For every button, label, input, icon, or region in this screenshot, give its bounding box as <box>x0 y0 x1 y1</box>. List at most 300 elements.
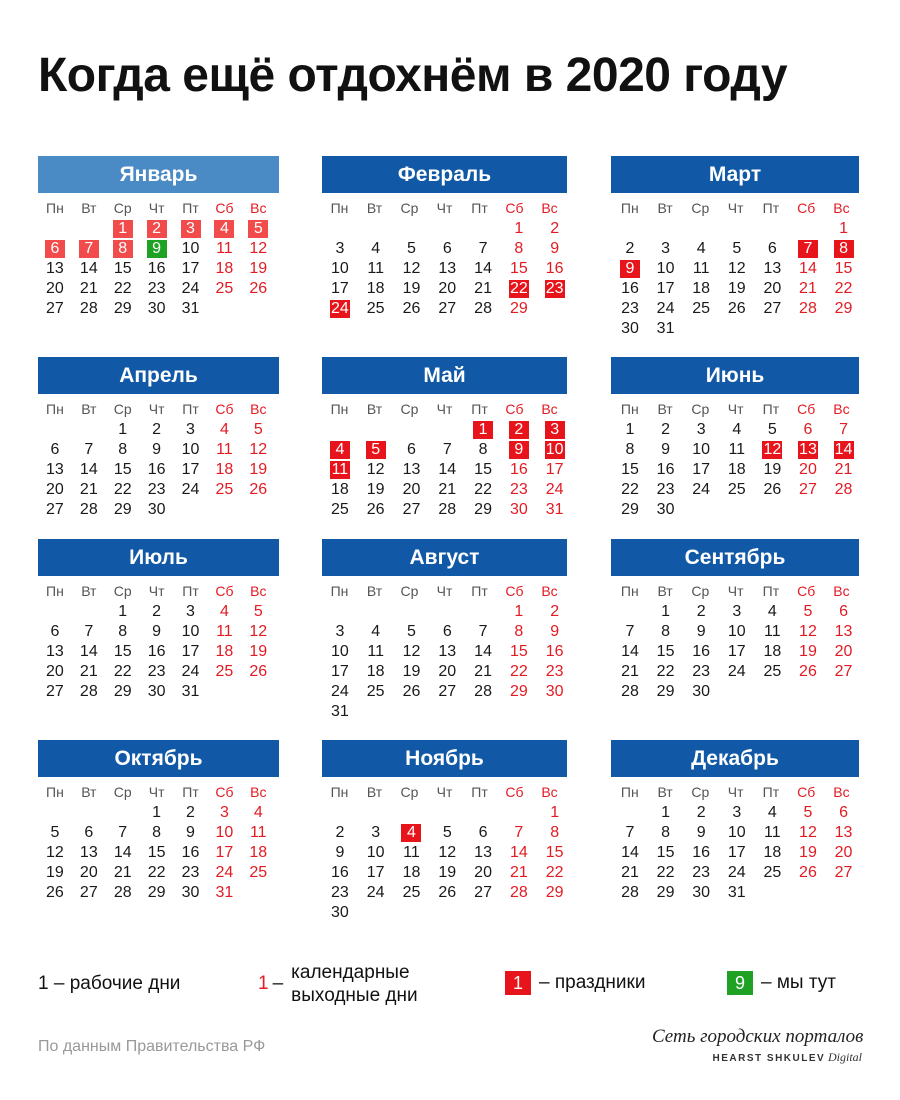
calendar-day: 8 <box>152 824 162 841</box>
legend-holidays-text: – праздники <box>539 972 646 993</box>
month-6 <box>611 357 859 520</box>
weekday-label: Вт <box>657 784 673 800</box>
calendar-day: 11 <box>249 824 267 841</box>
calendar-day: 13 <box>834 623 853 640</box>
calendar-day: 29 <box>545 884 564 901</box>
weekday-label: Вс <box>250 401 267 417</box>
calendar-day: 22 <box>621 481 639 498</box>
calendar-day: 24 <box>656 300 675 317</box>
calendar-day: 19 <box>763 461 782 478</box>
weekday-label: Пт <box>182 583 199 599</box>
calendar-day: 28 <box>79 300 98 317</box>
calendar-day: 26 <box>763 481 782 498</box>
calendar-day: 8 <box>514 623 524 640</box>
calendar-day: 18 <box>692 280 711 297</box>
weekday-label: Пт <box>762 784 780 800</box>
legend-workdays-text: – рабочие дни <box>53 973 181 994</box>
calendar-day: 30 <box>147 300 166 317</box>
calendar-day: 22 <box>147 864 166 881</box>
calendar-day: 25 <box>402 884 421 901</box>
calendar-day: 24 <box>215 864 234 881</box>
calendar-day: 23 <box>545 663 564 680</box>
calendar-day: 11 <box>764 824 781 841</box>
calendar-day: 23 <box>509 481 528 498</box>
calendar-day: 10 <box>656 260 675 277</box>
calendar-day: 27 <box>438 683 457 700</box>
weekday-label: Чт <box>727 583 744 599</box>
calendar-day: 29 <box>509 300 528 317</box>
calendar-day: 6 <box>84 824 94 841</box>
weekday-label: Вт <box>657 583 673 599</box>
calendar-day: 21 <box>799 280 817 297</box>
calendar-day: 15 <box>113 260 132 277</box>
legend-workdays-num: 1 <box>38 973 49 994</box>
weekday-label: Пт <box>182 784 199 800</box>
calendar-day: 5 <box>253 421 263 438</box>
calendar-day: 23 <box>181 864 200 881</box>
month-title: Август <box>322 539 567 576</box>
calendar-day: 8 <box>118 441 128 458</box>
calendar-day: 25 <box>249 864 268 881</box>
calendar-day: 20 <box>79 864 98 881</box>
holiday-day: 3 <box>174 219 208 239</box>
weekday-label: Пн <box>330 200 349 216</box>
calendar-day: 31 <box>656 320 675 337</box>
weekday-label: Чт <box>436 401 453 417</box>
weekday-label: Чт <box>436 583 453 599</box>
calendar-day: 12 <box>402 260 421 277</box>
calendar-day: 18 <box>366 663 385 680</box>
calendar-day: 27 <box>834 663 853 680</box>
weekday-label: Чт <box>148 784 165 800</box>
calendar-day: 21 <box>621 864 639 881</box>
holiday-day: 1 <box>465 420 501 440</box>
calendar-day: 20 <box>438 663 457 680</box>
calendar-day: 28 <box>438 501 457 518</box>
calendar-day: 2 <box>696 603 706 620</box>
calendar-day: 12 <box>366 461 385 478</box>
weekday-label: Вт <box>366 583 383 599</box>
holiday-day: 4 <box>394 823 430 843</box>
calendar-day: 19 <box>727 280 746 297</box>
calendar-day: 17 <box>181 461 200 478</box>
weekday-label: Пт <box>471 401 488 417</box>
weekday-label: Сб <box>505 401 524 417</box>
weekday-label: Сб <box>505 784 524 800</box>
calendar-day: 6 <box>442 623 452 640</box>
calendar-day: 16 <box>656 461 675 478</box>
month-11 <box>322 740 567 923</box>
weekday-label: Ср <box>400 784 419 800</box>
calendar-day: 24 <box>366 884 385 901</box>
calendar-day: 4 <box>696 240 706 257</box>
weekday-label: Вт <box>366 401 383 417</box>
calendar-day: 14 <box>79 643 98 660</box>
calendar-day: 10 <box>727 824 746 841</box>
weekday-label: Сб <box>797 401 816 417</box>
weekday-label: Сб <box>797 200 816 216</box>
calendar-day: 5 <box>253 603 263 620</box>
legend-weekends <box>258 961 418 1007</box>
weekday-label: Пн <box>330 401 349 417</box>
calendar-day: 31 <box>330 703 349 720</box>
calendar-day: 30 <box>147 501 166 518</box>
calendar-day: 14 <box>474 260 492 277</box>
calendar-day: 4 <box>732 421 742 438</box>
calendar-day: 9 <box>550 240 560 257</box>
calendar-day: 17 <box>181 643 200 660</box>
holiday-day: 7 <box>72 239 106 259</box>
calendar-day: 11 <box>403 844 420 861</box>
calendar-day: 17 <box>692 461 711 478</box>
calendar-day: 29 <box>656 884 675 901</box>
calendar-day: 14 <box>621 844 639 861</box>
calendar-day: 26 <box>249 663 268 680</box>
calendar-day: 10 <box>330 260 349 277</box>
calendar-day: 30 <box>692 884 711 901</box>
holiday-day: 5 <box>241 219 275 239</box>
calendar-day: 24 <box>692 481 711 498</box>
calendar-day: 16 <box>545 260 564 277</box>
month-title: Ноябрь <box>322 740 567 777</box>
calendar-day: 13 <box>438 643 457 660</box>
month-12 <box>611 740 859 903</box>
month-title: Октябрь <box>38 740 279 777</box>
calendar-day: 11 <box>216 441 233 458</box>
calendar-day: 17 <box>181 260 200 277</box>
calendar-day: 28 <box>621 683 639 700</box>
holiday-day: 10 <box>545 441 564 458</box>
calendar-day: 19 <box>402 663 421 680</box>
calendar-day: 26 <box>249 481 268 498</box>
weekday-label: Пт <box>762 200 780 216</box>
legend-weekends-text-1: календарные <box>291 962 410 983</box>
weekday-label: Чт <box>727 784 744 800</box>
calendar-day: 20 <box>799 461 817 478</box>
month-title: Май <box>322 357 567 394</box>
calendar-day: 10 <box>330 643 349 660</box>
weekday-label: Вс <box>541 401 558 417</box>
calendar-day: 22 <box>113 280 132 297</box>
month-9 <box>611 539 859 702</box>
calendar-day: 8 <box>550 824 560 841</box>
calendar-day: 20 <box>46 481 64 498</box>
calendar-day: 13 <box>46 643 64 660</box>
calendar-day: 28 <box>834 481 853 498</box>
calendar-day: 21 <box>509 864 528 881</box>
weekday-label: Пн <box>620 784 639 800</box>
weekday-label: Вс <box>541 784 558 800</box>
weekday-label: Вт <box>657 200 673 216</box>
calendar-day: 3 <box>661 240 671 257</box>
weekday-label: Ср <box>691 401 710 417</box>
calendar-day: 20 <box>46 280 64 297</box>
calendar-day: 24 <box>727 864 746 881</box>
weekday-label: Сб <box>215 583 234 599</box>
calendar-day: 12 <box>438 844 457 861</box>
weekday-label: Ср <box>400 583 419 599</box>
calendar-day: 24 <box>181 280 200 297</box>
calendar-day: 28 <box>621 884 639 901</box>
calendar-day: 15 <box>474 461 492 478</box>
holiday-day: 5 <box>358 440 394 460</box>
calendar-day: 9 <box>696 824 706 841</box>
weekday-label: Сб <box>215 200 234 216</box>
calendar-day: 27 <box>46 300 64 317</box>
calendar-day: 17 <box>545 461 564 478</box>
calendar-day: 23 <box>147 663 166 680</box>
month-2 <box>322 156 567 319</box>
publisher-logo <box>652 1026 862 1065</box>
calendar-day: 7 <box>118 824 128 841</box>
calendar-day: 10 <box>181 441 200 458</box>
calendar-day: 16 <box>692 844 711 861</box>
calendar-day: 10 <box>215 824 234 841</box>
month-5 <box>322 357 567 520</box>
calendar-day: 20 <box>834 844 853 861</box>
calendar-day: 25 <box>366 683 385 700</box>
weekday-label: Ср <box>113 583 132 599</box>
calendar-day: 24 <box>545 481 564 498</box>
weekday-label: Сб <box>505 200 524 216</box>
calendar-day: 19 <box>249 461 268 478</box>
weekday-label: Чт <box>727 401 744 417</box>
calendar-day: 7 <box>514 824 524 841</box>
weekday-label: Ср <box>113 784 132 800</box>
calendar-day: 5 <box>803 603 813 620</box>
calendar-day: 8 <box>478 441 488 458</box>
calendar-day: 29 <box>621 501 639 518</box>
calendar-day: 29 <box>113 683 132 700</box>
calendar-day: 7 <box>478 623 488 640</box>
calendar-day: 30 <box>656 501 675 518</box>
calendar-day: 3 <box>371 824 381 841</box>
calendar-day: 12 <box>799 623 817 640</box>
weekday-label: Сб <box>505 583 524 599</box>
calendar-day: 17 <box>727 844 746 861</box>
weekday-label: Пн <box>46 200 64 216</box>
calendar-day: 25 <box>215 280 234 297</box>
calendar-day: 7 <box>442 441 452 458</box>
calendar-day: 6 <box>839 804 848 821</box>
calendar-day: 10 <box>181 240 200 257</box>
calendar-day: 18 <box>215 643 234 660</box>
calendar-day: 1 <box>118 603 128 620</box>
calendar-day: 5 <box>442 824 452 841</box>
calendar-day: 21 <box>474 280 492 297</box>
legend-workdays <box>38 973 180 995</box>
calendar-day: 1 <box>661 804 671 821</box>
calendar-day: 1 <box>152 804 162 821</box>
weekday-label: Сб <box>215 401 234 417</box>
calendar-day: 9 <box>661 441 671 458</box>
weekday-label: Ср <box>113 401 132 417</box>
calendar-day: 13 <box>763 260 782 277</box>
calendar-day: 1 <box>839 220 848 237</box>
weekday-label: Чт <box>148 583 165 599</box>
calendar-day: 30 <box>147 683 166 700</box>
calendar-day: 15 <box>113 461 132 478</box>
calendar-day: 16 <box>621 280 639 297</box>
calendar-day: 2 <box>335 824 345 841</box>
weekday-label: Ср <box>400 200 419 216</box>
calendar-day: 1 <box>118 421 128 438</box>
logo-sub-bold: HEARST SHKULEV <box>712 1053 826 1064</box>
calendar-day: 19 <box>438 864 457 881</box>
calendar-day: 2 <box>152 421 162 438</box>
calendar-day: 29 <box>656 683 675 700</box>
calendar-day: 17 <box>656 280 675 297</box>
legend-weekends-dash: – <box>272 973 284 994</box>
weekday-label: Ср <box>691 200 710 216</box>
calendar-day: 12 <box>249 623 268 640</box>
calendar-day: 13 <box>402 461 421 478</box>
calendar-day: 20 <box>834 643 853 660</box>
calendar-day: 21 <box>474 663 492 680</box>
weekday-label: Вт <box>366 200 383 216</box>
calendar-day: 3 <box>732 603 742 620</box>
holiday-day: 2 <box>501 420 537 440</box>
holiday-day: 23 <box>545 280 564 297</box>
calendar-day: 27 <box>834 864 853 881</box>
calendar-day: 23 <box>147 280 166 297</box>
calendar-day: 5 <box>407 240 416 257</box>
logo-main-text: Сеть городских порталов <box>652 1026 864 1047</box>
calendar-day: 21 <box>79 663 98 680</box>
calendar-day: 6 <box>767 240 777 257</box>
legend-weekends-text-2: выходные дни <box>291 985 418 1006</box>
weekday-label: Пт <box>762 401 780 417</box>
calendar-day: 18 <box>215 461 234 478</box>
calendar-day: 30 <box>509 501 528 518</box>
weekday-label: Чт <box>148 401 165 417</box>
calendar-day: 6 <box>478 824 488 841</box>
weekday-label: Пн <box>620 401 639 417</box>
calendar-day: 27 <box>402 501 421 518</box>
calendar-day: 27 <box>474 884 492 901</box>
today-marker: 9 <box>140 239 174 259</box>
calendar-day: 7 <box>478 240 488 257</box>
weekday-label: Чт <box>436 200 453 216</box>
calendar-day: 26 <box>46 884 64 901</box>
calendar-day: 26 <box>438 884 457 901</box>
weekday-label: Пт <box>182 200 199 216</box>
calendar-day: 3 <box>186 421 195 438</box>
calendar-day: 16 <box>147 643 166 660</box>
calendar-day: 10 <box>181 623 200 640</box>
calendar-day: 12 <box>249 240 268 257</box>
calendar-day: 28 <box>79 501 98 518</box>
calendar-day: 14 <box>79 260 98 277</box>
calendar-day: 2 <box>696 804 706 821</box>
calendar-day: 2 <box>661 421 671 438</box>
calendar-day: 15 <box>509 643 528 660</box>
weekday-label: Сб <box>797 583 816 599</box>
calendar-day: 9 <box>186 824 195 841</box>
calendar-day: 5 <box>767 421 777 438</box>
holiday-day: 24 <box>330 300 349 317</box>
calendar-day: 18 <box>249 844 268 861</box>
calendar-day: 2 <box>625 240 635 257</box>
calendar-day: 25 <box>763 663 782 680</box>
calendar-day: 28 <box>474 683 492 700</box>
calendar-day: 11 <box>728 441 746 458</box>
calendar-day: 19 <box>366 481 385 498</box>
calendar-day: 6 <box>50 441 60 458</box>
calendar-day: 19 <box>249 260 268 277</box>
weekday-label: Пн <box>330 784 349 800</box>
holiday-day: 12 <box>763 441 782 458</box>
weekday-label: Вс <box>833 401 850 417</box>
calendar-day: 3 <box>335 623 345 640</box>
weekday-label: Ср <box>691 583 710 599</box>
calendar-day: 8 <box>625 441 635 458</box>
calendar-day: 3 <box>732 804 742 821</box>
page-title: Когда ещё отдохнём в 2020 году <box>38 49 788 102</box>
calendar-day: 14 <box>621 643 639 660</box>
weekday-label: Чт <box>148 200 165 216</box>
month-title: Июнь <box>611 357 859 394</box>
calendar-day: 16 <box>692 643 711 660</box>
holiday-day: 8 <box>826 239 862 259</box>
month-1 <box>38 156 279 319</box>
calendar-day: 1 <box>514 220 524 237</box>
calendar-day: 15 <box>545 844 564 861</box>
calendar-day: 29 <box>113 501 132 518</box>
weekday-label: Вс <box>833 583 850 599</box>
calendar-day: 4 <box>253 804 263 821</box>
legend-here <box>727 971 836 995</box>
calendar-day: 3 <box>219 804 229 821</box>
calendar-day: 15 <box>147 844 166 861</box>
weekday-label: Вт <box>81 401 97 417</box>
weekday-label: Пн <box>46 401 64 417</box>
calendar-day: 15 <box>621 461 639 478</box>
calendar-day: 13 <box>46 461 64 478</box>
month-title: Апрель <box>38 357 279 394</box>
calendar-day: 23 <box>692 864 711 881</box>
calendar-day: 27 <box>46 683 64 700</box>
calendar-day: 7 <box>84 441 94 458</box>
weekday-label: Вт <box>366 784 383 800</box>
calendar-day: 16 <box>147 461 166 478</box>
calendar-day: 10 <box>366 844 385 861</box>
logo-sub-italic: Digital <box>827 1050 862 1064</box>
weekday-label: Вт <box>657 401 673 417</box>
calendar-day: 10 <box>727 623 746 640</box>
calendar-day: 22 <box>113 481 132 498</box>
calendar-day: 12 <box>799 824 817 841</box>
calendar-day: 31 <box>727 884 746 901</box>
holiday-day: 4 <box>207 219 241 239</box>
calendar-day: 30 <box>692 683 711 700</box>
calendar-day: 6 <box>407 441 416 458</box>
calendar-day: 6 <box>839 603 848 620</box>
weekday-label: Пт <box>471 583 488 599</box>
calendar-day: 10 <box>692 441 711 458</box>
month-title: Июль <box>38 539 279 576</box>
calendar-day: 12 <box>46 844 64 861</box>
calendar-day: 13 <box>834 824 853 841</box>
calendar-day: 24 <box>181 481 200 498</box>
calendar-day: 30 <box>181 884 200 901</box>
calendar-day: 21 <box>621 663 639 680</box>
calendar-day: 29 <box>509 683 528 700</box>
calendar-day: 28 <box>79 683 98 700</box>
calendar-day: 22 <box>834 280 853 297</box>
calendar-day: 19 <box>799 844 817 861</box>
calendar-day: 4 <box>371 240 381 257</box>
